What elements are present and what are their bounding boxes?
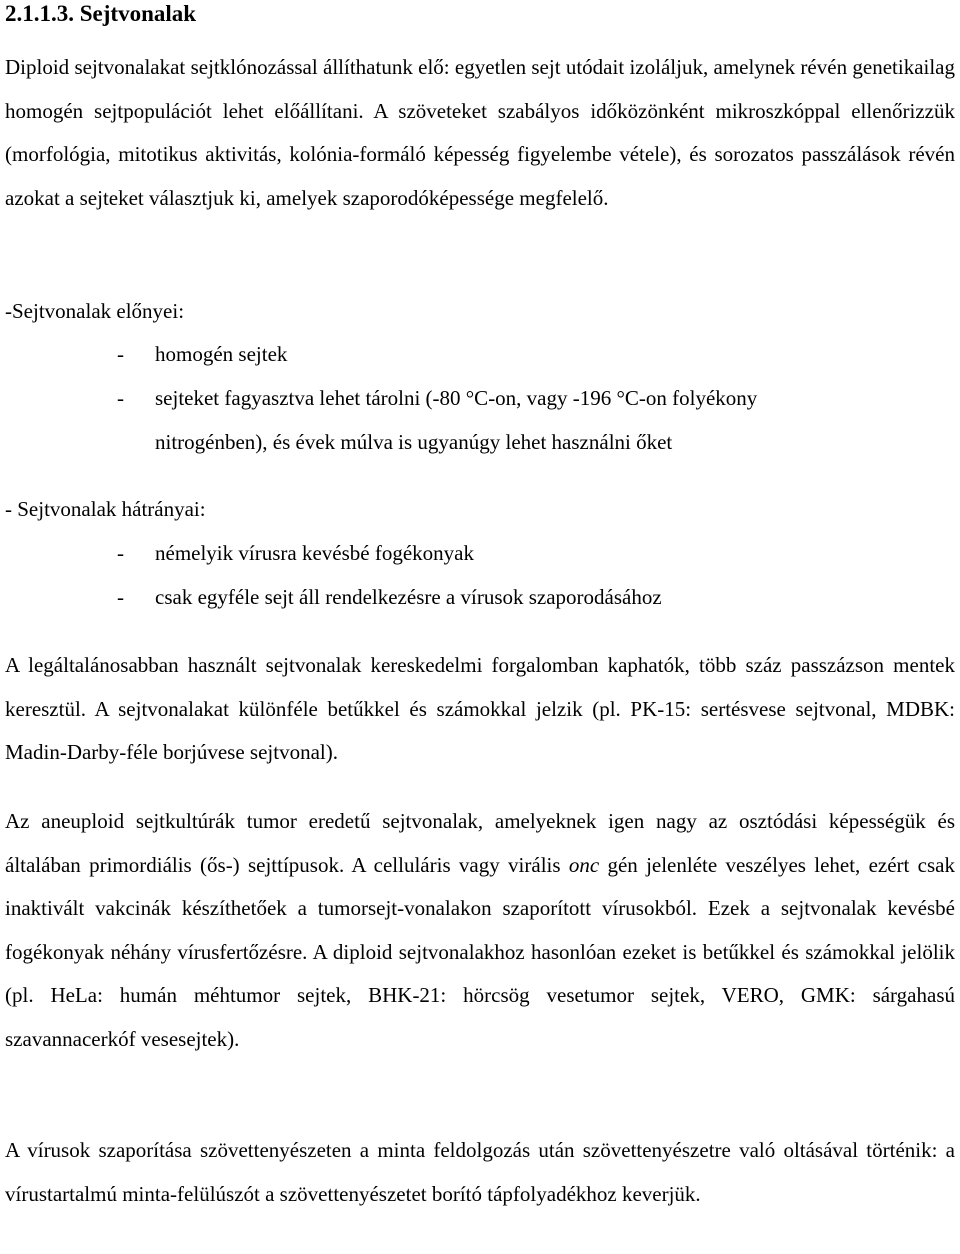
onc-term: onc: [568, 852, 600, 877]
aneuploid-paragraph: [5, 800, 955, 1062]
intro-paragraph: Diploid sejtvonalakat sejtklónozással állíthatunk elő: egyetlen sejt utódait izoláljuk, amelynek révén genetikailag homogén sejtpopulációt lehet előállítani. A szöveteket szabályos időközönként mikroszkóppal ellenőrizzük (morfológia, mitotikus aktivitás, kolónia-formáló képesség figyelembe vétele), és sorozatos passzálások révén azokat a sejteket választjuk ki, amelyek szaporodóképessége megfelelő.: [5, 55, 955, 210]
disadvantages-heading: - Sejtvonalak hátrányai:: [5, 497, 206, 521]
advantage-item-2: sejteket fagyasztva lehet tárolni (-80 °C-on, vagy -196 °C-on folyékony nitrogénben), és évek múlva is ugyanúgy lehet használni őket: [155, 386, 758, 454]
list-bullet: -: [117, 386, 124, 410]
culture-paragraph: A vírusok szaporítása szövettenyészeten a minta feldolgozás után szövettenyészetre való oltásával történik: a vírustartalmú minta-felülúszót a szövettenyészetet borító tápfolyadékhoz keverjük.: [5, 1138, 955, 1206]
advantages-heading: -Sejtvonalak előnyei:: [5, 299, 185, 323]
disadvantage-item-1: némelyik vírusra kevésbé fogékonyak: [155, 541, 474, 565]
advantage-item-1: homogén sejtek: [155, 342, 288, 366]
list-bullet: -: [117, 541, 124, 565]
list-bullet: -: [117, 342, 124, 366]
disadvantage-item-2: csak egyféle sejt áll rendelkezésre a vírusok szaporodásához: [155, 585, 662, 609]
aneuploid-text-part1: Az aneuploid sejtkultúrák tumor eredetű sejtvonalak, amelyeknek igen nagy az osztódási képességük és általában primordiális (ős-) sejttípusok. A celluláris vagy virális: [5, 809, 955, 877]
aneuploid-text-part2: gén jelenléte veszélyes lehet, ezért csak inaktivált vakcinák készíthetőek a tumorsejt-vonalakon szaporított vírusokból. Ezek a sejtvonalak kevésbé fogékonyak néhány vírusfertőzésre. A diploid sejtvonalakhoz hasonlóan ezeket is betűkkel és számokkal jelölik (pl. HeLa: humán méhtumor sejtek, BHK-21: hörcsög vesetumor sejtek, VERO, GMK: sárgahasú szavannacerkóf vesesejtek).: [5, 852, 955, 1051]
commercial-paragraph: A legáltalánosabban használt sejtvonalak kereskedelmi forgalomban kaphatók, több száz passzázson mentek keresztül. A sejtvonalakat különféle betűkkel és számokkal jelzik (pl. PK-15: sertésvese sejtvonal, MDBK: Madin-Darby-féle borjúvese sejtvonal).: [5, 653, 955, 765]
list-bullet: -: [117, 585, 124, 609]
section-heading: 2.1.1.3. Sejtvonalak: [5, 1, 197, 26]
